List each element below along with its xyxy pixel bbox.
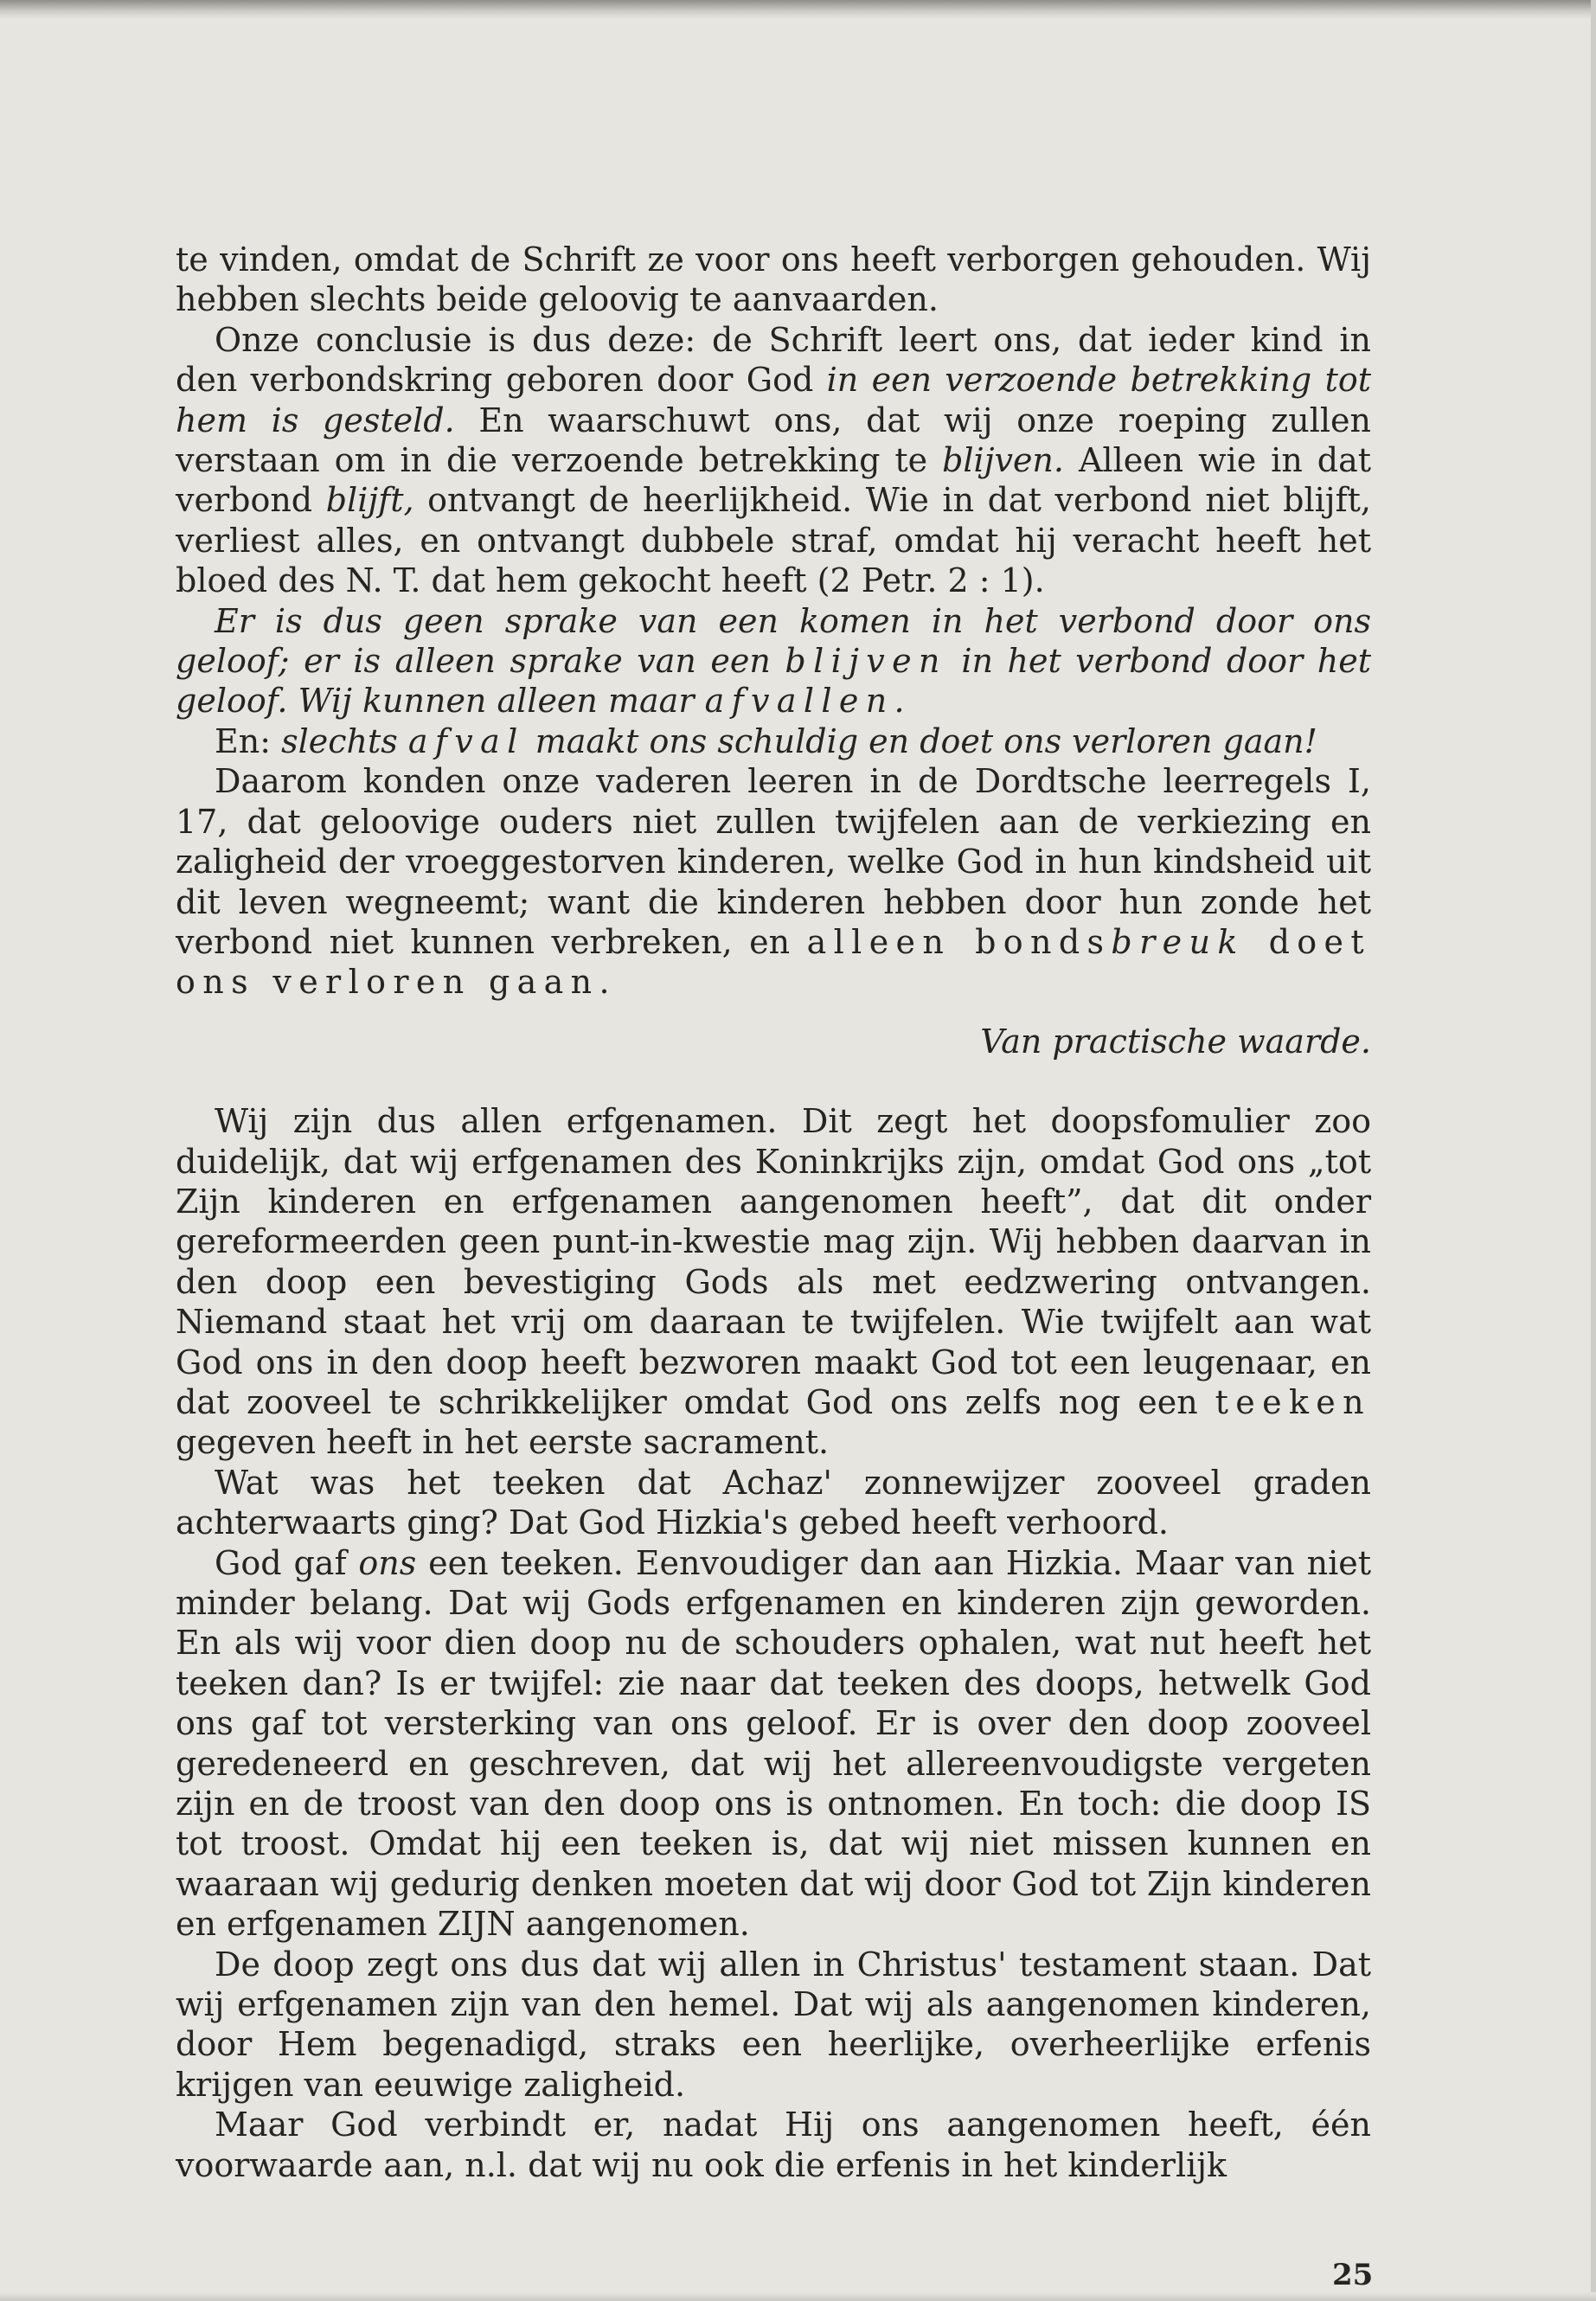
text-run: ontvangt de heerlijkheid. Wie in dat verbond niet blijft, verliest alles, en ontvangt dubbele straf, omdat hij veracht heeft het bloed des N. T. dat hem gekocht heeft (2 Petr. 2 : 1). xyxy=(176,481,1371,600)
text-run: Alleen wie in dat verbond xyxy=(176,441,1372,520)
paragraph: De doop zegt ons dus dat wij allen in Christus' testament staan. Dat wij erfgenamen zijn van den hemel. Dat wij als aangenomen kinderen, door Hem begenadigd, straks een heerlijke, overheerlijke erfenis krijgen van eeuwige zaligheid. xyxy=(176,1945,1371,2104)
section-heading: Van practische waarde. xyxy=(980,1022,1371,1061)
emphasis: blijven. xyxy=(942,441,1064,480)
emphasis: maakt ons schuldig en doet ons verloren gaan! xyxy=(524,721,1317,760)
paragraph: Wat was het teeken dat Achaz' zonnewijzer zooveel graden achterwaarts ging? Dat God Hizkia's gebed heeft verhoord. xyxy=(176,1463,1371,1542)
emphasis: ons xyxy=(358,1543,417,1582)
text-run: Er is dus geen sprake van een komen in het verbond door ons geloof; er is alleen sprake van een xyxy=(176,601,1371,681)
paragraph xyxy=(176,1543,1371,1945)
spaced-emphasis: breuk xyxy=(1111,922,1245,961)
paragraph xyxy=(176,1101,1371,1463)
paragraph xyxy=(176,320,1371,601)
text-run: Daarom konden onze vaderen leeren in de Dordtsche leerregels I, 17, dat geloovige ouders niet zullen twijfelen aan de verkiezing en zaligheid der vroeggestorven kinderen, welke God in hun kindsheid uit dit leven wegneemt; want die kinderen hebben door hun zonde het verbond niet kunnen verbreken, en xyxy=(176,762,1371,961)
spaced-emphasis: afvallen. xyxy=(704,682,912,721)
paragraph: te vinden, omdat de Schrift ze voor ons heeft verborgen gehouden. Wij hebben slechts beide geloovig te aanvaarden. xyxy=(176,240,1371,319)
body-text xyxy=(176,240,1371,2185)
text-run: En: xyxy=(215,721,282,760)
page-top-edge xyxy=(0,0,1596,19)
emphasis: in een verzoende betrekking tot hem is gesteld. xyxy=(176,361,1371,439)
text-run: God gaf xyxy=(215,1543,359,1582)
text-run: een teeken. Eenvoudiger dan aan Hizkia. Maar van niet minder belang. Dat wij Gods erfgenamen en kinderen zijn geworden. En als wij voor dien doop nu de schouders ophalen, wat nut heeft het teeken dan? Is er twijfel: zie naar dat teeken des doops, hetwelk God ons gaf tot versterking van ons geloof. Er is over den doop zooveel geredeneerd en geschreven, dat wij het allereenvoudigste vergeten zijn en de troost van den doop ons is ontnomen. En toch: die doop IS tot troost. Omdat hij een teeken is, dat wij niet missen kunnen en waaraan wij gedurig denken moeten dat wij door God tot Zijn kinderen en erfgenamen ZIJN aangenomen. xyxy=(176,1543,1371,1944)
spaced-emphasis: afval xyxy=(407,721,525,760)
emphasis: slechts xyxy=(281,721,408,760)
emphasis: blijft, xyxy=(325,481,414,520)
paragraph: Maar God verbindt er, nadat Hij ons aangenomen heeft, één voorwaarde aan, n.l. dat wij nu ook die erfenis in het kinderlijk xyxy=(176,2106,1371,2184)
page-bottom-edge xyxy=(0,2292,1596,2301)
paragraph xyxy=(176,761,1371,1002)
page-number: 25 xyxy=(1332,2258,1374,2292)
paragraph xyxy=(176,721,1371,761)
page-right-edge xyxy=(1591,0,1596,2301)
text-run: gegeven heeft in het eerste sacrament. xyxy=(176,1423,830,1462)
text-run: Wij zijn dus allen erfgenamen. Dit zegt het doopsfomulier zoo duidelijk, dat wij erfgenamen des Koninkrijks zijn, omdat God ons „tot Zijn kinderen en erfgenamen aangenomen heeft”, dat dit onder gereformeerden geen punt-in-kwestie mag zijn. Wij hebben daarvan in den doop een bevestiging Gods als met eedzwering ontvangen. Niemand staat het vrij om daaraan te twijfelen. Wie twijfelt aan wat God ons in den doop heeft bezworen maakt God tot een leugenaar, en dat zooveel te schrikkelijker omdat God ons zelfs nog een xyxy=(176,1102,1371,1421)
text-run: En waarschuwt ons, dat wij onze roeping zullen verstaan om in die verzoende betrekking te xyxy=(176,401,1371,480)
text-run: Onze conclusie is dus deze: de Schrift leert ons, dat ieder kind in den verbondskring geboren door God xyxy=(176,320,1371,400)
spaced-emphasis: teeken xyxy=(1215,1382,1371,1421)
spaced-emphasis: doet ons verloren gaan. xyxy=(176,922,1371,1002)
text-run: in het verbond door het geloof. Wij kunnen alleen maar xyxy=(176,642,1371,721)
paragraph xyxy=(176,601,1371,721)
spaced-emphasis: alleen bonds xyxy=(806,922,1112,961)
spaced-emphasis: blijven xyxy=(785,642,947,681)
